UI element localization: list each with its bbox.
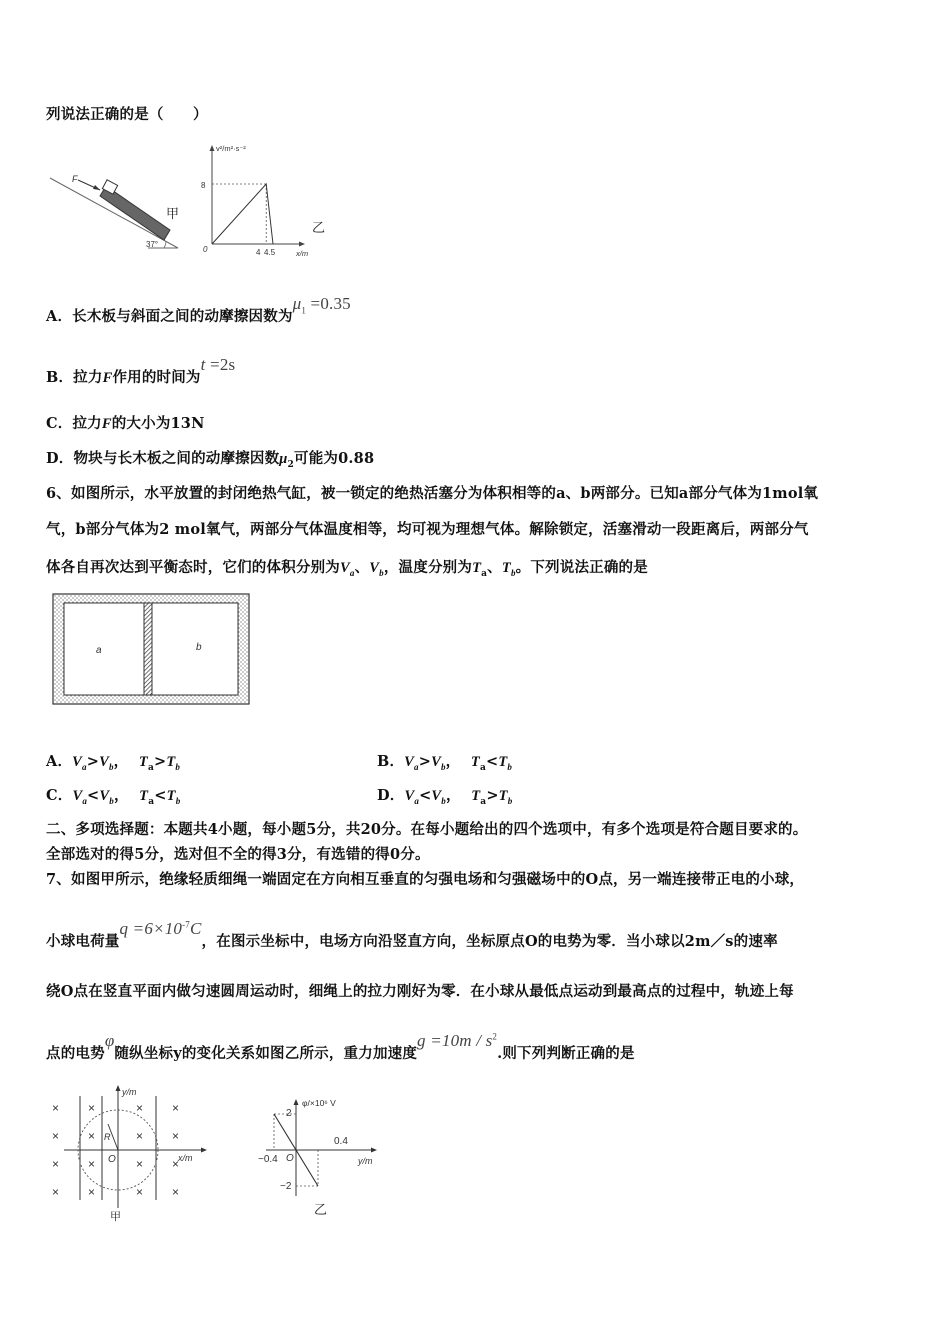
q7-figure-jia	[44, 1082, 214, 1224]
q6-option-c: C．$V_a<V_b$， $T_a<T_b$	[46, 787, 181, 807]
svg-text:×: ×	[172, 1185, 180, 1199]
q7-figure-yi	[256, 1090, 396, 1220]
q7-stem-line2: 小球电荷量$q =6\times 10^{-7}C$，在图示坐标中，电场方向沿竖直方向，坐标原点O的电势为零．当小球以2m／s的速率	[46, 919, 778, 950]
jia-radius-label: R	[104, 1132, 111, 1142]
yi-ylabel: v²/m²·s⁻²	[216, 144, 246, 153]
yi-xtick-4: 4	[256, 248, 261, 257]
piston	[144, 603, 152, 695]
svg-text:×: ×	[172, 1101, 180, 1115]
phi-symbol: φ	[104, 1031, 115, 1050]
q5-option-d: D．物块与长木板之间的动摩擦因数$\mu_2$可能为0.88	[46, 450, 375, 470]
yi-origin: O	[286, 1153, 294, 1164]
q5-figure-jia	[48, 168, 198, 256]
q7-stem-line1: 7、如图甲所示，绝缘轻质细绳一端固定在方向相互垂直的匀强电场和匀强磁场中的O点，另一端连接带正电的小球，	[46, 871, 805, 888]
q5-option-a: A．长木板与斜面之间的动摩擦因数为$\mu_1 =0.35$	[46, 294, 351, 325]
yi-tick-x-pos: 0.4	[334, 1136, 348, 1147]
q6-option-d: D．$V_a<V_b$， $T_a>T_b$	[377, 787, 513, 807]
q6-cylinder-figure	[52, 593, 250, 705]
yi-tick-x-neg: −0.4	[258, 1154, 278, 1165]
figure-caption-jia: 甲	[166, 206, 180, 221]
q6-option-a: A．$V_a>V_b$， $T_a>T_b$	[46, 753, 181, 773]
yi-xlabel: x/m	[296, 249, 309, 258]
angle-label: 37°	[146, 240, 159, 249]
q5-figure-yi	[198, 140, 333, 262]
q7-g-formula: $g =10m / s^2$	[417, 1031, 498, 1050]
svg-text:×: ×	[136, 1157, 144, 1171]
yi-origin: 0	[203, 245, 208, 254]
jia-xlabel: x/m	[178, 1153, 193, 1163]
yi-xtick-4-5: 4.5	[264, 248, 276, 257]
yi-tick-y-neg: −2	[280, 1181, 292, 1192]
q6-stem-line1: 6、如图所示，水平放置的封闭绝热气缸，被一锁定的绝热活塞分为体积相等的a、b两部分。已知a部分气体为1mol氧	[46, 485, 819, 502]
q5-option-a-formula: $\mu_1 =0.35$	[292, 294, 351, 316]
figure-caption-jia: 甲	[110, 1211, 121, 1223]
jia-ylabel: y/m	[122, 1087, 137, 1097]
label-a: a	[96, 645, 102, 656]
svg-text:×: ×	[88, 1101, 96, 1115]
svg-text:×: ×	[52, 1157, 60, 1171]
force-label: F	[72, 174, 78, 184]
jia-origin: O	[108, 1154, 116, 1165]
svg-text:×: ×	[88, 1185, 96, 1199]
q7-charge-formula: $q =6\times 10^{-7}C$	[119, 919, 202, 938]
q7-stem-line4: 点的电势φ随纵坐标y的变化关系如图乙所示，重力加速度$g =10m / s^2$.则下列判断正确的是	[46, 1031, 635, 1062]
svg-text:×: ×	[52, 1101, 60, 1115]
q5-option-b: B．拉力F作用的时间为t =2s	[46, 355, 236, 386]
svg-text:×: ×	[136, 1129, 144, 1143]
yi-data-line	[212, 184, 273, 244]
section2-heading-line1: 二、多项选择题：本题共4小题，每小题5分，共20分。在每小题给出的四个选项中，有多个选项是符合题目要求的。	[46, 821, 808, 838]
svg-text:×: ×	[52, 1129, 60, 1143]
svg-text:×: ×	[172, 1129, 180, 1143]
q6-option-b: B．$V_a>V_b$， $T_a<T_b$	[377, 753, 513, 773]
figure-caption-yi: 乙	[314, 1202, 328, 1217]
yi-xlabel: y/m	[358, 1156, 373, 1166]
q6-stem-line2: 气，b部分气体为2 mol氧气，两部分气体温度相等，均可视为理想气体。解除锁定，活塞滑动一段距离后，两部分气	[46, 521, 809, 538]
yi-tick-y-pos: 2	[286, 1108, 292, 1119]
svg-text:×: ×	[52, 1185, 60, 1199]
yi-ylabel: φ/×10⁶ V	[302, 1098, 336, 1108]
q5-option-b-formula: t =2s	[200, 355, 236, 374]
svg-text:×: ×	[136, 1101, 144, 1115]
q5-stem-tail: 列说法正确的是（ ）	[46, 106, 208, 123]
q6-stem-line3: 体各自再次达到平衡态时，它们的体积分别为$V_a$、$V_b$，温度分别为$T_a$、$T_b$。下列说法正确的是	[46, 559, 648, 579]
q5-option-c: C．拉力F的大小为13N	[46, 415, 205, 432]
yi-ytick: 8	[201, 181, 206, 190]
svg-text:×: ×	[88, 1129, 96, 1143]
svg-text:×: ×	[88, 1157, 96, 1171]
svg-text:×: ×	[136, 1185, 144, 1199]
q7-stem-line3: 绕O点在竖直平面内做匀速圆周运动时，细绳上的拉力刚好为零．在小球从最低点运动到最高点的过程中，轨迹上每	[46, 983, 794, 1000]
figure-caption-yi: 乙	[312, 220, 326, 235]
section2-heading-line2: 全部选对的得5分，选对但不全的得3分，有选错的得0分。	[46, 846, 430, 863]
label-b: b	[196, 642, 202, 653]
svg-text:×: ×	[172, 1157, 180, 1171]
